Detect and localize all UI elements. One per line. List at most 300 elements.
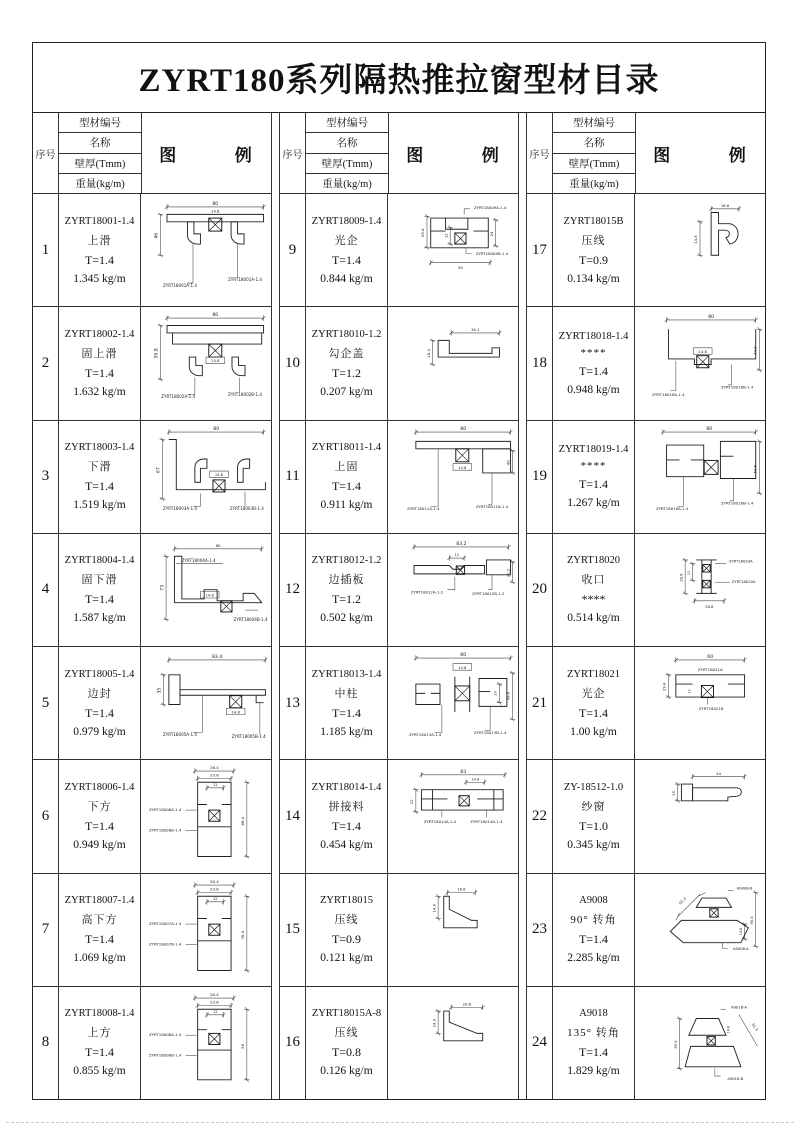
cross-section-drawing: [388, 760, 518, 872]
header-info-line: 壁厚(Tmm): [306, 154, 388, 174]
header-example: 图 例: [406, 145, 501, 165]
part-label: ZYRT18009A-1.4: [474, 204, 507, 210]
dimension-text: 80: [213, 426, 220, 432]
part-label: ZYRT18008B-1.4: [148, 1052, 182, 1058]
catalog-row: [280, 647, 518, 760]
wall-thickness: T=0.9: [578, 252, 609, 267]
catalog-column-3: [527, 113, 765, 1099]
row-number: 13: [280, 647, 306, 759]
profile-info: [553, 647, 635, 759]
catalog-row: [527, 874, 765, 987]
header-info-line: 壁厚(Tmm): [553, 154, 635, 174]
profile-name: 边插板: [328, 574, 365, 587]
profile-info: [306, 421, 388, 533]
dimension-text: 69.4: [240, 817, 246, 826]
profile-diagram: [141, 534, 271, 646]
dimension-text: 12: [213, 1009, 218, 1014]
profile-info: [553, 760, 635, 872]
wall-thickness: T=1.4: [331, 252, 362, 267]
profile-name: 勾企盖: [328, 347, 365, 360]
catalog-row: [33, 194, 271, 307]
header-info-line: 重量(kg/m): [569, 178, 619, 190]
catalog-row: [527, 307, 765, 420]
row-number: 21: [527, 647, 553, 759]
header-example: 图 例: [159, 145, 254, 165]
header-info-line: 壁厚(Tmm): [59, 154, 141, 174]
profile-code: ZYRT18012-1.2: [311, 555, 382, 567]
dimension-text: 59.8: [154, 348, 160, 359]
header-info-line: 名称: [553, 133, 635, 153]
profile-diagram: [635, 874, 765, 986]
wall-thickness: T=1.4: [578, 1045, 609, 1060]
profile-code: ZYRT18015B: [563, 215, 624, 227]
profile-weight: 0.855 kg/m: [73, 1065, 126, 1078]
profile-code: ZYRT18015A-8: [311, 1008, 382, 1020]
catalog-row: [33, 421, 271, 534]
profile-diagram: [388, 534, 518, 646]
cross-section-drawing: [635, 874, 765, 986]
cross-section-drawing: [635, 760, 765, 872]
dimension-text: 23.6: [210, 772, 219, 778]
dimension-text: 50: [457, 265, 463, 271]
profile-info: [59, 760, 141, 872]
part-label: ZYRT18018B-1.4: [720, 384, 754, 390]
profile-diagram: [388, 874, 518, 986]
table-header: [33, 113, 271, 194]
profile-weight: 1.519 kg/m: [73, 499, 126, 512]
profile-diagram: [141, 194, 271, 306]
part-label: ZYRT18012B-1.2: [472, 590, 505, 596]
scan-artifact-line: [6, 1122, 794, 1123]
profile-name: 纱窗: [581, 800, 606, 813]
part-label: ZYRT18021A: [697, 667, 723, 673]
dimension-text: 73: [160, 584, 166, 591]
cross-section-drawing: [141, 421, 271, 533]
cross-section-drawing: [635, 421, 765, 533]
profile-code: ZYRT18021: [566, 668, 621, 680]
row-number: 16: [280, 987, 306, 1099]
profile-info: [306, 874, 388, 986]
dimension-text: 14.8: [211, 359, 220, 364]
catalog-row: [280, 534, 518, 647]
dimension-text: 14.8: [471, 777, 480, 782]
profile-name: 压线: [334, 1027, 359, 1040]
wall-thickness: T=1.0: [578, 818, 609, 833]
row-number: 4: [33, 534, 59, 646]
profile-weight: 0.207 kg/m: [320, 385, 373, 398]
dimension-text: 23.6: [210, 886, 219, 892]
wall-thickness: T=1.4: [84, 365, 115, 380]
profile-diagram: [635, 421, 765, 533]
dimension-text: 12: [213, 896, 218, 901]
profile-diagram: [635, 760, 765, 872]
header-info-line: 型材编号: [306, 113, 388, 133]
dimension-text: 14.9: [432, 1018, 437, 1028]
profile-name: 固上滑: [81, 347, 118, 360]
profile-name: 边封: [87, 687, 112, 700]
profile-code: ZYRT18019-1.4: [558, 444, 629, 456]
profile-weight: 2.285 kg/m: [567, 952, 620, 965]
dimension-text: 14.8: [726, 1025, 731, 1034]
cross-section-drawing: [388, 874, 518, 986]
part-label: ZYRT18006B-1.4: [148, 827, 182, 833]
dimension-text: 14.8: [458, 665, 467, 670]
dimension-text: 83.2: [456, 541, 467, 547]
catalog-row: [33, 760, 271, 873]
profile-weight: 0.949 kg/m: [73, 838, 126, 851]
page-frame: [32, 42, 766, 1100]
dimension-text: 14.8: [211, 209, 220, 214]
profile-code: ZY-18512-1.0: [563, 781, 624, 793]
profile-diagram: [141, 987, 271, 1099]
dimension-text: 12: [454, 552, 459, 557]
catalog-row: [33, 874, 271, 987]
wall-thickness: T=1.4: [578, 477, 609, 492]
wall-thickness: T=1.4: [578, 932, 609, 947]
profile-info: [553, 534, 635, 646]
row-number: 17: [527, 194, 553, 306]
column-separator: [518, 113, 527, 1099]
part-label: ZYRT18021B: [698, 706, 724, 712]
wall-thickness: T=1.4: [84, 932, 115, 947]
catalog-row: [33, 534, 271, 647]
part-label: A9008-A: [732, 946, 749, 951]
profile-weight: 0.454 kg/m: [320, 838, 373, 851]
profile-code: ZYRT18008-1.4: [64, 1008, 135, 1020]
row-number: 9: [280, 194, 306, 306]
profile-diagram: [388, 421, 518, 533]
profile-info: [59, 647, 141, 759]
profile-info: [553, 421, 635, 533]
catalog-row: [280, 307, 518, 420]
profile-diagram: [388, 760, 518, 872]
dimension-text: 14.8: [214, 472, 224, 477]
part-label: ZYRT18018A-1.4: [652, 392, 685, 398]
profile-weight: 0.979 kg/m: [73, 725, 126, 738]
profile-name: 下滑: [87, 461, 112, 474]
row-number: 11: [280, 421, 306, 533]
profile-code: ZYRT18001-1.4: [64, 215, 135, 227]
catalog-row: [527, 760, 765, 873]
profile-weight: 1.632 kg/m: [73, 385, 126, 398]
wall-thickness: T=0.8: [331, 1045, 362, 1060]
row-number: 1: [33, 194, 59, 306]
catalog-row: [527, 987, 765, 1099]
profile-code: ZYRT18010-1.2: [311, 328, 382, 340]
profile-code: ZYRT18003-1.4: [64, 442, 135, 454]
dimension-text: 58: [240, 1043, 246, 1049]
dimension-text: 14.8: [458, 465, 467, 470]
catalog-column-1: [33, 113, 271, 1099]
profile-weight: 0.502 kg/m: [320, 612, 373, 625]
cross-section-drawing: [141, 647, 271, 759]
part-label: ZYRT18020A: [729, 559, 753, 564]
dimension-text: 12: [687, 689, 692, 694]
catalog-row: [280, 874, 518, 987]
cross-section-drawing: [635, 987, 765, 1099]
row-number: 18: [527, 307, 553, 419]
dimension-text: 14.8: [738, 927, 743, 935]
profile-info: [553, 307, 635, 419]
catalog-row: [527, 194, 765, 307]
profile-diagram: [635, 307, 765, 419]
dimension-text: 22: [410, 799, 415, 805]
cross-section-drawing: [141, 760, 271, 872]
catalog-row: [280, 421, 518, 534]
part-label: ZYRT18002B-1.4: [227, 392, 263, 398]
dimension-text: 24: [488, 231, 494, 237]
wall-thickness: T=1.4: [84, 252, 115, 267]
cross-section-drawing: [388, 534, 518, 646]
profile-diagram: [141, 307, 271, 419]
profile-info: [59, 534, 141, 646]
dimension-text: 18.4: [425, 349, 431, 358]
wall-thickness: T=1.4: [578, 705, 609, 720]
dimension-text: 49.6: [506, 692, 511, 701]
header-info-line: 型材编号: [59, 113, 141, 133]
header-info-line: 重量(kg/m): [322, 178, 372, 190]
part-label: ZYRT18014A-1.4: [470, 819, 503, 825]
dimension-text: 46: [154, 232, 160, 239]
dimension-text: 16.6: [457, 887, 466, 892]
profile-code: ZYRT18011-1.4: [311, 442, 382, 454]
profile-diagram: [388, 194, 518, 306]
catalog-table: [33, 113, 765, 1099]
header-info: [553, 113, 636, 193]
dimension-text: 80: [212, 313, 219, 319]
profile-weight: 0.134 kg/m: [567, 272, 620, 285]
dimension-text: 20.2: [506, 568, 511, 577]
wall-thickness: T=1.4: [578, 363, 609, 378]
part-label: ZYRT18003A-1.4: [163, 505, 197, 511]
catalog-row: [280, 194, 518, 307]
row-number: 6: [33, 760, 59, 872]
dimension-text: 90.4: [749, 915, 754, 924]
profile-name: 固下滑: [81, 574, 118, 587]
profile-info: [553, 194, 635, 306]
profile-weight: 1.829 kg/m: [567, 1065, 620, 1078]
profile-code: ZYRT18004-1.4: [64, 555, 135, 567]
cross-section-drawing: [388, 194, 518, 306]
wall-thickness: T=1.4: [331, 818, 362, 833]
dimension-text: 54.6: [753, 464, 758, 473]
header-seq: 序号: [527, 113, 553, 193]
part-label: ZYRT18004A-1.4: [181, 557, 216, 563]
profile-info: [59, 874, 141, 986]
profile-name: 上固: [334, 461, 359, 474]
profile-name: ****: [580, 346, 607, 359]
catalog-row: [527, 421, 765, 534]
profile-name: 拼接料: [328, 800, 365, 813]
profile-code: ZYRT18007-1.4: [64, 895, 135, 907]
part-label: ZYRT18005A-1.4: [163, 732, 197, 738]
dimension-text: 12: [686, 570, 691, 575]
dimension-text: 29.4: [420, 228, 426, 238]
profile-info: [59, 421, 141, 533]
wall-thickness: T=1.4: [84, 818, 115, 833]
row-number: 14: [280, 760, 306, 872]
row-number: 23: [527, 874, 553, 986]
part-label: A9018-A: [731, 1005, 747, 1010]
dimension-text: 80: [215, 543, 221, 548]
dimension-text: 83.4: [211, 655, 223, 661]
row-number: 15: [280, 874, 306, 986]
part-label: ZYRT18001A-1.4: [228, 277, 262, 283]
header-seq: 序号: [33, 113, 59, 193]
cross-section-drawing: [635, 194, 765, 306]
profile-diagram: [141, 874, 271, 986]
wall-thickness: T=1.2: [331, 592, 362, 607]
wall-thickness: T=1.4: [331, 705, 362, 720]
profile-code: ZYRT18015: [319, 895, 374, 907]
dimension-text: 67: [156, 466, 162, 473]
cross-section-drawing: [141, 874, 271, 986]
profile-code: ZYRT18020: [566, 555, 621, 567]
part-label: ZYRT18009B-1.4: [475, 251, 509, 257]
dimension-text: 26.4: [210, 765, 219, 771]
catalog-row: [33, 647, 271, 760]
catalog-column-2: [280, 113, 518, 1099]
profile-weight: 1.587 kg/m: [73, 612, 126, 625]
dimension-text: 44: [716, 771, 722, 777]
table-header: [527, 113, 765, 194]
profile-code: ZYRT18018-1.4: [558, 330, 629, 342]
part-label: ZYRT18002A-1.4: [161, 394, 196, 400]
cross-section-drawing: [388, 421, 518, 533]
profile-name: 高下方: [81, 914, 118, 927]
part-label: ZYRT18013B-1.4: [473, 730, 507, 736]
dimension-text: 29.4: [662, 682, 667, 691]
dimension-text: 76.4: [240, 930, 246, 940]
profile-diagram: [141, 760, 271, 872]
part-label: ZYRT18005B-1.4: [231, 733, 266, 739]
dimension-text: 23.6: [210, 999, 219, 1005]
profile-name: 光企: [334, 234, 359, 247]
profile-info: [59, 987, 141, 1099]
profile-info: [59, 307, 141, 419]
catalog-row: [527, 647, 765, 760]
part-label: ZYRT18014A-1.4: [423, 819, 457, 825]
dimension-text: 15: [671, 791, 676, 796]
dimension-text: 44.8: [753, 346, 758, 355]
part-label: ZYRT18007B-1.4: [148, 940, 182, 946]
dimension-text: 83: [460, 770, 467, 776]
cross-section-drawing: [141, 534, 271, 646]
dimension-text: 20.6: [462, 1002, 472, 1007]
profile-code: ZYRT18006-1.4: [64, 781, 135, 793]
row-number: 8: [33, 987, 59, 1099]
dimension-text: 60: [707, 655, 714, 661]
profile-code: A9018: [579, 1008, 608, 1020]
row-number: 7: [33, 874, 59, 986]
cross-section-drawing: [388, 647, 518, 759]
profile-name: 下方: [87, 800, 112, 813]
profile-diagram: [141, 647, 271, 759]
profile-weight: 1.345 kg/m: [73, 272, 126, 285]
row-number: 2: [33, 307, 59, 419]
row-number: 12: [280, 534, 306, 646]
cross-section-drawing: [635, 307, 765, 419]
dimension-text: 14.8: [698, 350, 707, 355]
dimension-text: 80: [460, 426, 467, 432]
profile-diagram: [388, 307, 518, 419]
wall-thickness: T=1.4: [331, 479, 362, 494]
profile-diagram: [635, 647, 765, 759]
profile-diagram: [388, 647, 518, 759]
profile-name: 压线: [334, 914, 359, 927]
cross-section-drawing: [635, 647, 765, 759]
cross-section-drawing: [141, 194, 271, 306]
profile-diagram: [141, 421, 271, 533]
part-label: ZYRT18012A-1.2: [410, 589, 444, 595]
profile-info: [306, 647, 388, 759]
profile-code: ZYRT18002-1.4: [64, 328, 135, 340]
row-number: 3: [33, 421, 59, 533]
dimension-text: 80: [708, 315, 715, 321]
dimension-text: 95.5: [673, 1040, 678, 1049]
dimension-text: 91.3: [750, 1022, 759, 1032]
dimension-text: 12: [444, 233, 449, 238]
header-info-line: 名称: [306, 133, 388, 153]
dimension-text: 80: [460, 653, 467, 659]
part-label: ZYRT18020A: [731, 579, 756, 584]
profile-info: [306, 760, 388, 872]
row-number: 19: [527, 421, 553, 533]
dimension-text: 34.1: [470, 327, 480, 333]
dimension-text: 91.3: [678, 896, 688, 905]
profile-weight: 1.185 kg/m: [320, 725, 373, 738]
part-label: ZYRT18006A-1.4: [149, 807, 182, 813]
part-label: ZYRT18011A-1.4: [407, 505, 440, 511]
header-info: [306, 113, 389, 193]
profile-info: [59, 194, 141, 306]
profile-diagram: [635, 534, 765, 646]
row-number: 24: [527, 987, 553, 1099]
part-label: ZYRT18013A-1.4: [409, 732, 442, 738]
header-seq: 序号: [280, 113, 306, 193]
profile-info: [306, 307, 388, 419]
page-title: ZYRT180系列隔热推拉窗型材目录: [33, 43, 765, 113]
catalog-row: [527, 534, 765, 647]
cross-section-drawing: [388, 987, 518, 1099]
wall-thickness: T=0.9: [331, 932, 362, 947]
profile-weight: 0.126 kg/m: [320, 1065, 373, 1078]
profile-name: 中柱: [334, 687, 359, 700]
header-info-line: 名称: [59, 133, 141, 153]
profile-weight: 1.069 kg/m: [73, 952, 126, 965]
cross-section-drawing: [388, 307, 518, 419]
profile-info: [306, 987, 388, 1099]
profile-weight: 0.345 kg/m: [567, 838, 620, 851]
profile-name: ****: [580, 460, 607, 473]
profile-weight: 0.948 kg/m: [567, 383, 620, 396]
catalog-row: [33, 307, 271, 420]
profile-diagram: [388, 987, 518, 1099]
dimension-text: 28.8: [679, 573, 684, 582]
part-label: A9008-B: [736, 886, 753, 891]
dimension-text: 80: [212, 202, 219, 208]
dimension-text: 20: [493, 691, 498, 696]
dimension-text: 40: [505, 459, 511, 465]
dimension-text: 14.8: [694, 235, 699, 244]
header-info: [59, 113, 142, 193]
wall-thickness: T=1.2: [331, 365, 362, 380]
profile-weight: 1.00 kg/m: [570, 725, 617, 738]
profile-name: 光企: [581, 687, 606, 700]
part-label: ZYRT18008A-1.4: [149, 1031, 182, 1037]
dimension-text: 35: [157, 687, 163, 694]
profile-info: [553, 987, 635, 1099]
